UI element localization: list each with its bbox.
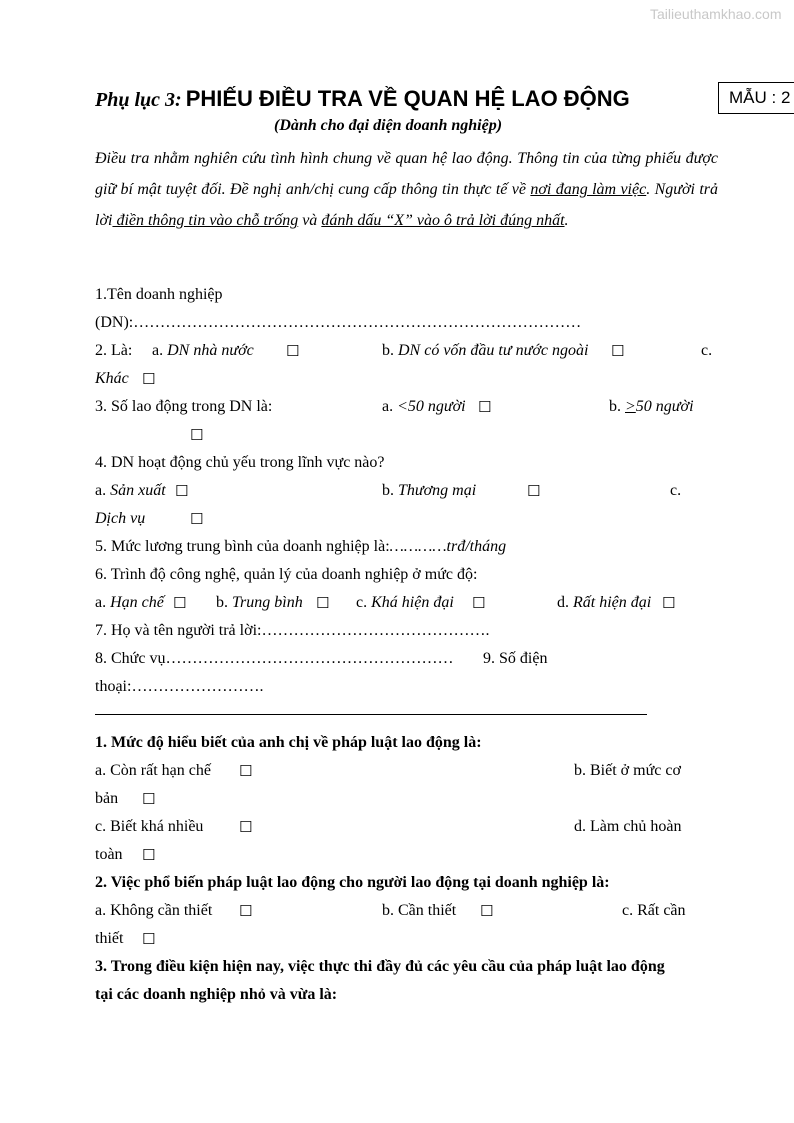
q2-checkbox-a[interactable]: ☐ xyxy=(286,342,300,360)
s1-option-b-cont: bản xyxy=(95,790,119,807)
q4-option-c: c. xyxy=(670,482,682,499)
q2-option-c: c. xyxy=(701,342,713,359)
s1-checkbox-c[interactable]: ☐ xyxy=(239,818,253,836)
q6-checkbox-b[interactable]: ☐ xyxy=(316,594,330,612)
q5-salary: 5. Mức lương trung bình của doanh nghiệp là:…………trđ/tháng xyxy=(95,538,507,555)
q6-checkbox-c[interactable]: ☐ xyxy=(472,594,486,612)
section-divider xyxy=(95,714,647,715)
q4-option-a: a. Sản xuất xyxy=(95,482,166,499)
q4-checkbox-b[interactable]: ☐ xyxy=(527,482,541,500)
intro-text-2: . Người trả lời xyxy=(95,181,718,229)
q2-checkbox-b[interactable]: ☐ xyxy=(611,342,625,360)
s3-question-line2: tại các doanh nghiệp nhỏ và vừa là: xyxy=(95,986,338,1003)
watermark: Tailieuthamkhao.com xyxy=(650,6,782,22)
q2-option-a: a. DN nhà nước xyxy=(152,342,254,359)
q6-option-d: d. Rất hiện đại xyxy=(557,594,652,611)
s1-option-c: c. Biết khá nhiều xyxy=(95,818,204,835)
s2-checkbox-b[interactable]: ☐ xyxy=(480,902,494,920)
s2-option-b: b. Cần thiết xyxy=(382,902,457,919)
q2-checkbox-c[interactable]: ☐ xyxy=(142,370,156,388)
q2-option-c-label: Khác xyxy=(95,370,129,387)
s1-question: 1. Mức độ hiểu biết của anh chị về pháp luật lao động là: xyxy=(95,734,482,751)
q3-checkbox-a[interactable]: ☐ xyxy=(478,398,492,416)
q5-salary-field[interactable]: …………trđ/tháng xyxy=(389,538,507,555)
q6-option-c: c. Khá hiện đại xyxy=(356,594,454,611)
q8-position[interactable]: 8. Chức vụ……………………………………………… xyxy=(95,650,454,667)
q4-label: 4. DN hoạt động chủ yếu trong lĩnh vực nào? xyxy=(95,454,385,471)
intro-underline-3: đánh dấu “X” vào ô trả lời đúng nhất xyxy=(321,212,565,229)
intro-text-3: và xyxy=(298,212,322,229)
q1-company-name-label: 1.Tên doanh nghiệp xyxy=(95,286,223,303)
q4-option-c-label: Dịch vụ xyxy=(95,510,146,527)
page-subtitle: (Dành cho đại diện doanh nghiệp) xyxy=(274,117,503,134)
s1-checkbox-a[interactable]: ☐ xyxy=(239,762,253,780)
q6-option-a: a. Hạn chế xyxy=(95,594,164,611)
q7-respondent-name[interactable]: 7. Họ và tên người trả lời:……………………………………. xyxy=(95,622,490,639)
s1-option-b: b. Biết ở mức cơ xyxy=(574,762,681,779)
s3-question-line1: 3. Trong điều kiện hiện nay, việc thực thi đầy đủ các yêu cầu của pháp luật lao động xyxy=(95,958,665,975)
q9-phone-field[interactable]: thoại:……………………. xyxy=(95,678,264,695)
q2-option-b: b. DN có vốn đầu tư nước ngoài xyxy=(382,342,589,359)
s2-option-c: c. Rất cần xyxy=(622,902,686,919)
q4-checkbox-a[interactable]: ☐ xyxy=(175,482,189,500)
title-main: PHIẾU ĐIỀU TRA VỀ QUAN HỆ LAO ĐỘNG xyxy=(185,86,630,111)
q6-label: 6. Trình độ công nghệ, quản lý của doanh nghiệp ở mức độ: xyxy=(95,566,478,583)
intro-paragraph xyxy=(95,143,718,236)
page-title xyxy=(95,86,630,112)
intro-text-4: . xyxy=(564,212,569,229)
s1-option-d-cont: toàn xyxy=(95,846,123,863)
s1-option-d: d. Làm chủ hoàn xyxy=(574,818,682,835)
intro-underline-1: nơi đang làm việc xyxy=(530,181,647,198)
s2-question: 2. Việc phổ biến pháp luật lao động cho người lao động tại doanh nghiệp là: xyxy=(95,874,610,891)
s2-option-c-cont: thiết xyxy=(95,930,124,947)
s1-checkbox-b[interactable]: ☐ xyxy=(142,790,156,808)
q3-label: 3. Số lao động trong DN là: xyxy=(95,398,273,415)
s2-checkbox-a[interactable]: ☐ xyxy=(239,902,253,920)
q3-option-a: a. <50 người xyxy=(382,398,466,415)
q2-label: 2. Là: xyxy=(95,342,133,359)
q4-checkbox-c[interactable]: ☐ xyxy=(190,510,204,528)
q6-checkbox-d[interactable]: ☐ xyxy=(662,594,676,612)
s1-option-a: a. Còn rất hạn chế xyxy=(95,762,211,779)
q4-option-b: b. Thương mại xyxy=(382,482,477,499)
q3-checkbox-b[interactable]: ☐ xyxy=(190,426,204,444)
title-prefix: Phụ lục 3: xyxy=(95,89,182,111)
s2-checkbox-c[interactable]: ☐ xyxy=(142,930,156,948)
s2-option-a: a. Không cần thiết xyxy=(95,902,213,919)
q6-checkbox-a[interactable]: ☐ xyxy=(173,594,187,612)
q1-company-name-field[interactable]: (DN):………………………………………………………………………… xyxy=(95,314,582,331)
q6-option-b: b. Trung bình xyxy=(216,594,303,611)
form-code-box: MẪU : 2 xyxy=(718,82,794,114)
intro-text-1: Điều tra nhằm nghiên cứu tình hình chung về quan hệ lao động. Thông tin của từng phiếu được giữ bí mật tuyệt đối. Đề nghị anh/chị cung cấp thông tin thực tế về xyxy=(95,150,718,198)
q3-option-b: b. >50 người xyxy=(609,398,694,415)
q9-phone-label: 9. Số điện xyxy=(483,650,548,667)
s1-checkbox-d[interactable]: ☐ xyxy=(142,846,156,864)
intro-underline-2: điền thông tin vào chỗ trống xyxy=(112,212,299,229)
